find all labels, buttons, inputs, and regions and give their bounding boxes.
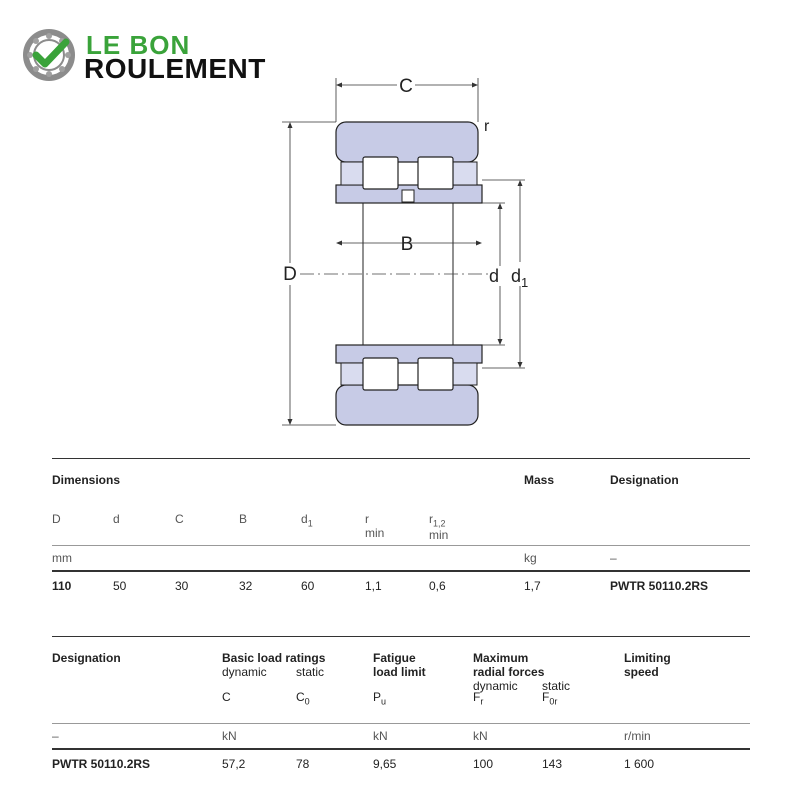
- label-C: C: [399, 76, 413, 97]
- max-static-header: static: [542, 679, 571, 693]
- row-r12: 0,6: [429, 579, 446, 593]
- col-d1: $d_1$: [301, 512, 313, 529]
- unit-dash-2: –: [52, 729, 59, 743]
- label-r: r: [484, 118, 490, 135]
- label-d1: $d_1$: [511, 266, 529, 290]
- mass-header: Mass: [524, 473, 555, 487]
- unit-mm: mm: [52, 551, 72, 565]
- row2-C0: 78: [296, 757, 310, 771]
- divider: [52, 545, 750, 546]
- label-B: B: [400, 234, 414, 255]
- row2-designation: PWTR 50110.2RS: [52, 757, 151, 771]
- divider: [52, 636, 750, 637]
- unit-kg: kg: [524, 551, 537, 565]
- unit-kN-fatigue: kN: [373, 729, 388, 743]
- col-r12: $r_{1,2}$ min: [429, 512, 449, 543]
- unit-rmin: r/min: [624, 729, 651, 743]
- dimensions-header: Dimensions: [52, 473, 121, 487]
- bearing-check-icon: [22, 28, 78, 84]
- sym-Fr: $F_r$: [473, 690, 484, 707]
- unit-kN-load: kN: [222, 729, 237, 743]
- fatigue-header: Fatigue load limit: [373, 651, 426, 679]
- col-C: C: [175, 512, 184, 526]
- col-B: B: [239, 512, 248, 526]
- limiting-speed-header: Limiting speed: [624, 651, 671, 679]
- sym-C: C: [222, 690, 231, 704]
- bearing-drawing: [270, 70, 540, 430]
- sym-C0: $C_0$: [296, 690, 310, 707]
- basic-load-header: Basic load ratings dynamic: [222, 651, 326, 679]
- col-r: r min: [365, 512, 385, 540]
- row-d1: 60: [301, 579, 315, 593]
- label-d: d: [488, 266, 500, 286]
- row-d: 50: [113, 579, 127, 593]
- row2-F0r: 143: [542, 757, 563, 771]
- brand-name-line1: LE BON: [86, 30, 191, 60]
- row2-Pu: 9,65: [373, 757, 397, 771]
- divider: [52, 458, 750, 459]
- sym-Pu: $P_u$: [373, 690, 387, 707]
- max-forces-header: Maximum radial forces dynamic: [473, 651, 545, 693]
- static-header: static: [296, 665, 325, 679]
- designation-header: Designation: [610, 473, 679, 487]
- col-d: d: [113, 512, 120, 526]
- sym-F0r: $F_{0r}$: [542, 690, 558, 707]
- row2-speed: 1 600: [624, 757, 655, 771]
- divider: [52, 570, 750, 572]
- row-mass: 1,7: [524, 579, 541, 593]
- col-D: D: [52, 512, 61, 526]
- brand-name-line2: ROULEMENT: [84, 53, 266, 84]
- label-D: D: [283, 264, 297, 285]
- unit-dash: –: [610, 551, 617, 565]
- row-designation: PWTR 50110.2RS: [610, 579, 709, 593]
- brand-logo: [22, 28, 302, 88]
- row-D: 110: [52, 579, 72, 593]
- divider: [52, 723, 750, 724]
- row2-C: 57,2: [222, 757, 246, 771]
- row-C: 30: [175, 579, 189, 593]
- row2-Fr: 100: [473, 757, 494, 771]
- row-r: 1,1: [365, 579, 382, 593]
- unit-kN-forces: kN: [473, 729, 488, 743]
- row-B: 32: [239, 579, 253, 593]
- divider: [52, 748, 750, 750]
- designation-header-2: Designation: [52, 651, 121, 665]
